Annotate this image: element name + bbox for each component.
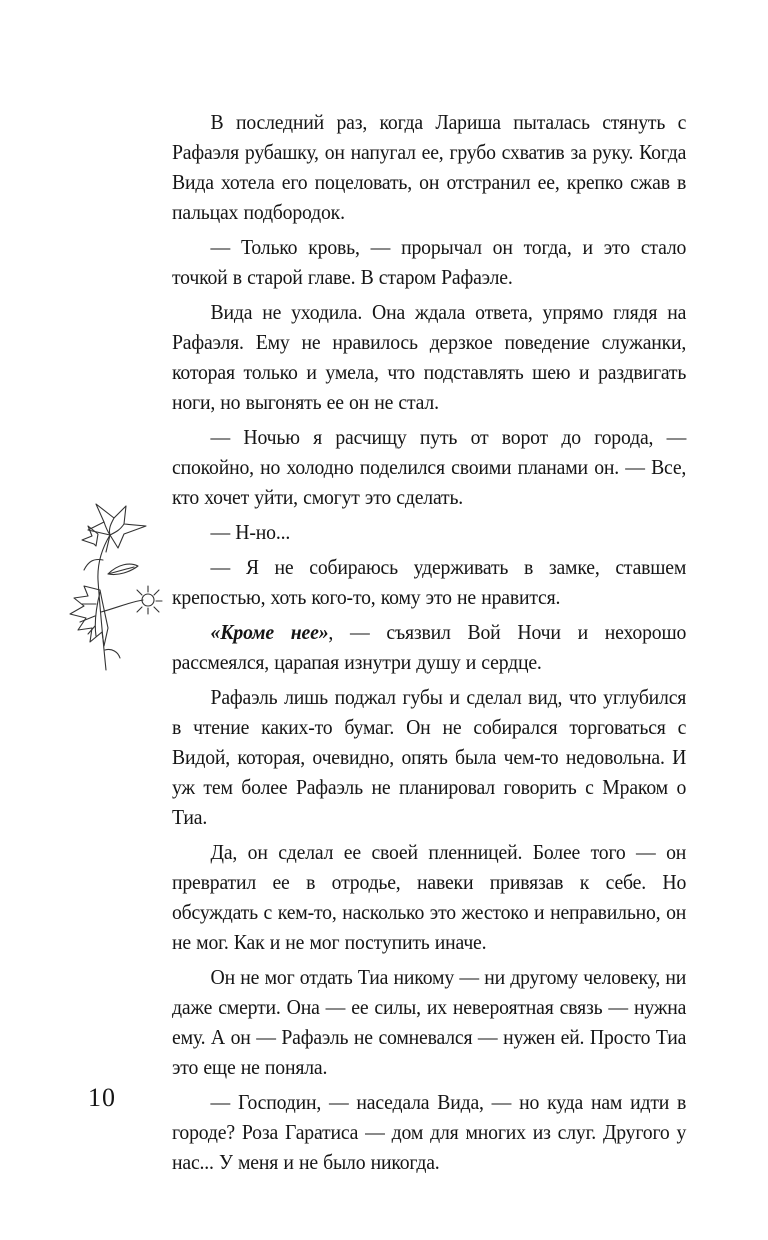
page-number: 10 bbox=[88, 1083, 116, 1112]
paragraph-with-emphasis bbox=[172, 617, 686, 677]
paragraph: — Н-но... bbox=[210, 520, 291, 544]
flower-illustration-icon bbox=[48, 500, 168, 675]
italic-emphasis: «Кроме нее» bbox=[210, 620, 329, 644]
paragraph: Рафаэль лишь поджал губы и сделал вид, что углубился в чтение каких-то бумаг. Он не собирался торговаться с Видой, которая, очевидно, опять была чем-то недовольна. И уж тем более Рафаэль не планировал говорить с Мраком о Тиа. bbox=[172, 685, 687, 829]
paragraph: — Только кровь, — прорычал он тогда, и это стало точкой в старой главе. В старом Рафаэле. bbox=[172, 235, 687, 289]
text-column bbox=[172, 107, 686, 1182]
paragraph: В последний раз, когда Лариша пыталась стянуть с Рафаэля рубашку, он напугал ее, грубо схватив за руку. Когда Вида хотела его поцеловать, он отстранил ее, крепко сжав в пальцах подбородок. bbox=[172, 110, 687, 224]
paragraph: Вида не уходила. Она ждала ответа, упрямо глядя на Рафаэля. Ему не нравилось дерзкое поведение служанки, которая только и умела, что подставлять шею и раздвигать ноги, но выгонять ее он не стал. bbox=[172, 300, 687, 414]
paragraph: — Я не собираюсь удерживать в замке, ставшем крепостью, хоть кого-то, кому это не нравится. bbox=[172, 555, 687, 609]
paragraph: — Господин, — наседала Вида, — но куда нам идти в городе? Роза Гаратиса — дом для многих из слуг. Другого у нас... У меня и не было никогда. bbox=[172, 1090, 687, 1174]
paragraph: — Ночью я расчищу путь от ворот до города, — спокойно, но холодно поделился своими планами он. — Все, кто хочет уйти, смогут это сделать. bbox=[172, 425, 687, 509]
paragraph: Да, он сделал ее своей пленницей. Более того — он превратил ее в отродье, навеки привязав к себе. Но обсуждать с кем-то, насколько это жестоко и неправильно, он не мог. Как и не мог поступить иначе. bbox=[172, 840, 687, 954]
paragraph-text: , — съязвил Вой Ночи и нехорошо рассмеялся, царапая изнутри душу и сердце. bbox=[172, 620, 687, 674]
paragraph: Он не мог отдать Тиа никому — ни другому человеку, ни даже смерти. Она — ее силы, их невероятная связь — нужна ему. А он — Рафаэль не сомневался — нужен ей. Просто Тиа это еще не поняла. bbox=[172, 965, 687, 1079]
